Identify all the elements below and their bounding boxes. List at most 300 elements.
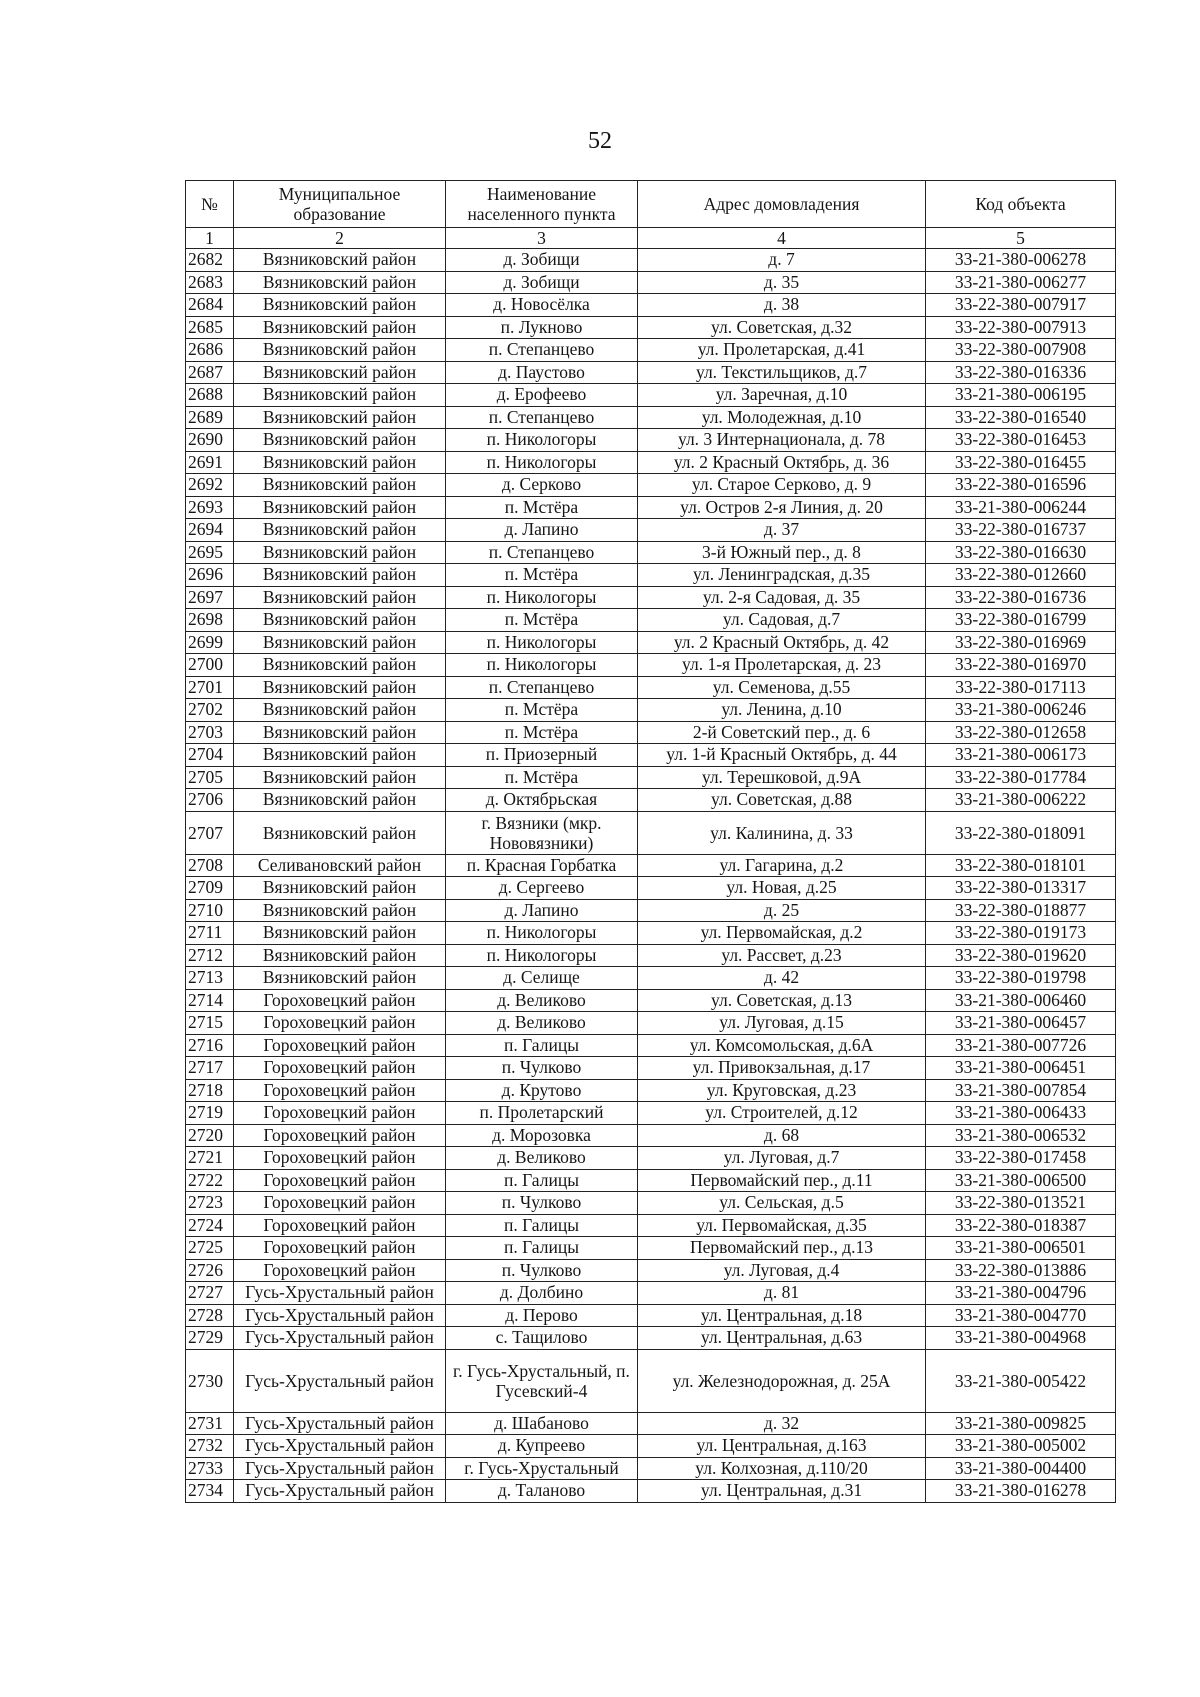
object-code-cell: 33-22-380-016453	[926, 429, 1116, 452]
object-code-cell: 33-22-380-013521	[926, 1192, 1116, 1215]
table-row	[186, 1304, 1116, 1327]
settlement-cell: п. Степанцево	[446, 541, 638, 564]
row-number-cell: 2715	[186, 1012, 234, 1035]
municipality-cell: Вязниковский район	[234, 564, 446, 587]
object-code-cell: 33-21-380-006173	[926, 744, 1116, 767]
object-code-cell: 33-21-380-006277	[926, 271, 1116, 294]
table-row	[186, 811, 1116, 854]
object-code-cell: 33-21-380-004796	[926, 1282, 1116, 1305]
settlement-cell: п. Никологоры	[446, 451, 638, 474]
row-number-cell: 2719	[186, 1102, 234, 1125]
table-row	[186, 967, 1116, 990]
address-cell: ул. 2-я Садовая, д. 35	[638, 586, 926, 609]
address-cell: ул. Сельская, д.5	[638, 1192, 926, 1215]
municipality-cell: Вязниковский район	[234, 474, 446, 497]
settlement-cell: п. Степанцево	[446, 339, 638, 362]
address-cell: д. 81	[638, 1282, 926, 1305]
row-number-cell: 2733	[186, 1457, 234, 1480]
object-code-cell: 33-22-380-016970	[926, 654, 1116, 677]
settlement-cell: д. Сергеево	[446, 877, 638, 900]
municipality-cell: Гороховецкий район	[234, 1169, 446, 1192]
municipality-cell: Вязниковский район	[234, 361, 446, 384]
settlement-cell: д. Новосёлка	[446, 294, 638, 317]
address-cell: ул. Колхозная, д.110/20	[638, 1457, 926, 1480]
object-code-cell: 33-22-380-016799	[926, 609, 1116, 632]
row-number-cell: 2709	[186, 877, 234, 900]
settlement-cell: п. Мстёра	[446, 766, 638, 789]
table-row	[186, 586, 1116, 609]
object-code-cell: 33-22-380-016336	[926, 361, 1116, 384]
object-code-cell: 33-21-380-006222	[926, 789, 1116, 812]
municipality-cell: Вязниковский район	[234, 654, 446, 677]
settlement-cell: г. Гусь-Хрустальный, п. Гусевский-4	[446, 1349, 638, 1412]
object-code-cell: 33-22-380-017113	[926, 676, 1116, 699]
settlement-cell: п. Мстёра	[446, 564, 638, 587]
municipality-cell: Гусь-Хрустальный район	[234, 1304, 446, 1327]
address-cell: ул. Строителей, д.12	[638, 1102, 926, 1125]
object-code-cell: 33-21-380-006460	[926, 989, 1116, 1012]
settlement-cell: д. Паустово	[446, 361, 638, 384]
household-registry-table	[185, 180, 1116, 1503]
header-number: №	[186, 181, 234, 228]
municipality-cell: Вязниковский район	[234, 899, 446, 922]
object-code-cell: 33-21-380-004968	[926, 1327, 1116, 1350]
table-row	[186, 406, 1116, 429]
table-row	[186, 1012, 1116, 1035]
row-number-cell: 2731	[186, 1412, 234, 1435]
object-code-cell: 33-21-380-007726	[926, 1034, 1116, 1057]
settlement-cell: д. Шабаново	[446, 1412, 638, 1435]
table-row	[186, 519, 1116, 542]
object-code-cell: 33-21-380-016278	[926, 1480, 1116, 1503]
address-cell: д. 42	[638, 967, 926, 990]
address-cell: ул. Луговая, д.7	[638, 1147, 926, 1170]
table-row	[186, 496, 1116, 519]
column-index: 5	[926, 228, 1116, 249]
municipality-cell: Вязниковский район	[234, 631, 446, 654]
settlement-cell: д. Великово	[446, 989, 638, 1012]
municipality-cell: Вязниковский район	[234, 451, 446, 474]
row-number-cell: 2702	[186, 699, 234, 722]
table-row	[186, 541, 1116, 564]
municipality-cell: Гороховецкий район	[234, 1057, 446, 1080]
object-code-cell: 33-21-380-005422	[926, 1349, 1116, 1412]
table-row	[186, 384, 1116, 407]
row-number-cell: 2708	[186, 854, 234, 877]
table-row	[186, 361, 1116, 384]
settlement-cell: п. Галицы	[446, 1034, 638, 1057]
object-code-cell: 33-22-380-016455	[926, 451, 1116, 474]
municipality-cell: Вязниковский район	[234, 384, 446, 407]
row-number-cell: 2712	[186, 944, 234, 967]
column-index: 1	[186, 228, 234, 249]
table-row	[186, 944, 1116, 967]
header-municipality: Муниципальное образование	[234, 181, 446, 228]
address-cell: ул. Луговая, д.15	[638, 1012, 926, 1035]
settlement-cell: д. Купреево	[446, 1435, 638, 1458]
settlement-cell: д. Октябрьская	[446, 789, 638, 812]
municipality-cell: Вязниковский район	[234, 496, 446, 519]
address-cell: ул. Привокзальная, д.17	[638, 1057, 926, 1080]
municipality-cell: Вязниковский район	[234, 429, 446, 452]
table-body	[186, 249, 1116, 1503]
settlement-cell: п. Мстёра	[446, 699, 638, 722]
header-row	[186, 181, 1116, 228]
row-number-cell: 2725	[186, 1237, 234, 1260]
municipality-cell: Вязниковский район	[234, 609, 446, 632]
settlement-cell: п. Никологоры	[446, 586, 638, 609]
table-row	[186, 899, 1116, 922]
address-cell: ул. 1-я Пролетарская, д. 23	[638, 654, 926, 677]
row-number-cell: 2716	[186, 1034, 234, 1057]
row-number-cell: 2729	[186, 1327, 234, 1350]
municipality-cell: Гусь-Хрустальный район	[234, 1327, 446, 1350]
table-row	[186, 854, 1116, 877]
address-cell: ул. Семенова, д.55	[638, 676, 926, 699]
row-number-cell: 2694	[186, 519, 234, 542]
object-code-cell: 33-21-380-006278	[926, 249, 1116, 272]
table-row	[186, 721, 1116, 744]
object-code-cell: 33-22-380-016596	[926, 474, 1116, 497]
row-number-cell: 2691	[186, 451, 234, 474]
object-code-cell: 33-22-380-019620	[926, 944, 1116, 967]
settlement-cell: г. Вязники (мкр. Нововязники)	[446, 811, 638, 854]
address-cell: д. 7	[638, 249, 926, 272]
address-cell: Первомайский пер., д.13	[638, 1237, 926, 1260]
address-cell: ул. Комсомольская, д.6А	[638, 1034, 926, 1057]
row-number-cell: 2714	[186, 989, 234, 1012]
table-row	[186, 339, 1116, 362]
settlement-cell: д. Великово	[446, 1012, 638, 1035]
settlement-cell: п. Мстёра	[446, 496, 638, 519]
address-cell: ул. Гагарина, д.2	[638, 854, 926, 877]
row-number-cell: 2730	[186, 1349, 234, 1412]
table-row	[186, 1147, 1116, 1170]
municipality-cell: Гороховецкий район	[234, 1079, 446, 1102]
table-row	[186, 316, 1116, 339]
column-index-row	[186, 228, 1116, 249]
object-code-cell: 33-21-380-009825	[926, 1412, 1116, 1435]
municipality-cell: Гороховецкий район	[234, 1259, 446, 1282]
object-code-cell: 33-22-380-007908	[926, 339, 1116, 362]
object-code-cell: 33-21-380-006244	[926, 496, 1116, 519]
settlement-cell: п. Лукново	[446, 316, 638, 339]
settlement-cell: д. Крутово	[446, 1079, 638, 1102]
table-row	[186, 744, 1116, 767]
settlement-cell: п. Степанцево	[446, 406, 638, 429]
row-number-cell: 2687	[186, 361, 234, 384]
row-number-cell: 2724	[186, 1214, 234, 1237]
table-row	[186, 451, 1116, 474]
object-code-cell: 33-22-380-007917	[926, 294, 1116, 317]
settlement-cell: п. Никологоры	[446, 922, 638, 945]
object-code-cell: 33-21-380-006500	[926, 1169, 1116, 1192]
table-row	[186, 676, 1116, 699]
table-row	[186, 1124, 1116, 1147]
settlement-cell: д. Зобищи	[446, 249, 638, 272]
municipality-cell: Вязниковский район	[234, 406, 446, 429]
settlement-cell: г. Гусь-Хрустальный	[446, 1457, 638, 1480]
address-cell: ул. 1-й Красный Октябрь, д. 44	[638, 744, 926, 767]
address-cell: ул. Текстильщиков, д.7	[638, 361, 926, 384]
object-code-cell: 33-22-380-016630	[926, 541, 1116, 564]
row-number-cell: 2720	[186, 1124, 234, 1147]
object-code-cell: 33-21-380-006501	[926, 1237, 1116, 1260]
table-row	[186, 631, 1116, 654]
settlement-cell: д. Серково	[446, 474, 638, 497]
address-cell: ул. Калинина, д. 33	[638, 811, 926, 854]
object-code-cell: 33-22-380-017458	[926, 1147, 1116, 1170]
municipality-cell: Вязниковский район	[234, 519, 446, 542]
settlement-cell: п. Никологоры	[446, 654, 638, 677]
settlement-cell: д. Морозовка	[446, 1124, 638, 1147]
row-number-cell: 2693	[186, 496, 234, 519]
settlement-cell: п. Мстёра	[446, 721, 638, 744]
address-cell: ул. Рассвет, д.23	[638, 944, 926, 967]
settlement-cell: п. Галицы	[446, 1214, 638, 1237]
settlement-cell: п. Никологоры	[446, 944, 638, 967]
row-number-cell: 2734	[186, 1480, 234, 1503]
header-object-code: Код объекта	[926, 181, 1116, 228]
row-number-cell: 2710	[186, 899, 234, 922]
address-cell: ул. Советская, д.88	[638, 789, 926, 812]
object-code-cell: 33-22-380-016737	[926, 519, 1116, 542]
object-code-cell: 33-21-380-006433	[926, 1102, 1116, 1125]
header-settlement: Наименование населенного пункта	[446, 181, 638, 228]
address-cell: ул. Советская, д.13	[638, 989, 926, 1012]
row-number-cell: 2698	[186, 609, 234, 632]
row-number-cell: 2701	[186, 676, 234, 699]
municipality-cell: Гороховецкий район	[234, 989, 446, 1012]
object-code-cell: 33-22-380-018101	[926, 854, 1116, 877]
address-cell: д. 38	[638, 294, 926, 317]
municipality-cell: Гусь-Хрустальный район	[234, 1480, 446, 1503]
municipality-cell: Вязниковский район	[234, 316, 446, 339]
settlement-cell: п. Пролетарский	[446, 1102, 638, 1125]
municipality-cell: Вязниковский район	[234, 766, 446, 789]
object-code-cell: 33-21-380-004770	[926, 1304, 1116, 1327]
settlement-cell: д. Лапино	[446, 519, 638, 542]
object-code-cell: 33-21-380-006195	[926, 384, 1116, 407]
table-row	[186, 1327, 1116, 1350]
address-cell: ул. Ленинградская, д.35	[638, 564, 926, 587]
settlement-cell: п. Чулково	[446, 1192, 638, 1215]
municipality-cell: Гороховецкий район	[234, 1237, 446, 1260]
municipality-cell: Вязниковский район	[234, 811, 446, 854]
address-cell: 2-й Советский пер., д. 6	[638, 721, 926, 744]
municipality-cell: Вязниковский район	[234, 744, 446, 767]
object-code-cell: 33-22-380-018877	[926, 899, 1116, 922]
table-row	[186, 1079, 1116, 1102]
address-cell: ул. 3 Интернационала, д. 78	[638, 429, 926, 452]
municipality-cell: Вязниковский район	[234, 271, 446, 294]
row-number-cell: 2713	[186, 967, 234, 990]
municipality-cell: Вязниковский район	[234, 877, 446, 900]
address-cell: ул. Железнодорожная, д. 25А	[638, 1349, 926, 1412]
table-row	[186, 1237, 1116, 1260]
table-row	[186, 474, 1116, 497]
row-number-cell: 2722	[186, 1169, 234, 1192]
settlement-cell: п. Красная Горбатка	[446, 854, 638, 877]
table-row	[186, 1192, 1116, 1215]
municipality-cell: Вязниковский район	[234, 789, 446, 812]
address-cell: ул. Пролетарская, д.41	[638, 339, 926, 362]
row-number-cell: 2718	[186, 1079, 234, 1102]
settlement-cell: п. Мстёра	[446, 609, 638, 632]
address-cell: ул. Старое Серково, д. 9	[638, 474, 926, 497]
object-code-cell: 33-22-380-016969	[926, 631, 1116, 654]
settlement-cell: д. Великово	[446, 1147, 638, 1170]
settlement-cell: д. Лапино	[446, 899, 638, 922]
row-number-cell: 2703	[186, 721, 234, 744]
row-number-cell: 2697	[186, 586, 234, 609]
address-cell: ул. Первомайская, д.2	[638, 922, 926, 945]
row-number-cell: 2683	[186, 271, 234, 294]
row-number-cell: 2696	[186, 564, 234, 587]
row-number-cell: 2690	[186, 429, 234, 452]
address-cell: ул. Молодежная, д.10	[638, 406, 926, 429]
address-cell: д. 35	[638, 271, 926, 294]
object-code-cell: 33-22-380-013886	[926, 1259, 1116, 1282]
table-row	[186, 609, 1116, 632]
row-number-cell: 2732	[186, 1435, 234, 1458]
municipality-cell: Гороховецкий район	[234, 1102, 446, 1125]
address-cell: ул. Первомайская, д.35	[638, 1214, 926, 1237]
address-cell: ул. Луговая, д.4	[638, 1259, 926, 1282]
municipality-cell: Селивановский район	[234, 854, 446, 877]
object-code-cell: 33-22-380-019173	[926, 922, 1116, 945]
column-index: 4	[638, 228, 926, 249]
table-row	[186, 1259, 1116, 1282]
table-row	[186, 1480, 1116, 1503]
object-code-cell: 33-21-380-006246	[926, 699, 1116, 722]
object-code-cell: 33-22-380-017784	[926, 766, 1116, 789]
settlement-cell: п. Чулково	[446, 1259, 638, 1282]
address-cell: ул. Заречная, д.10	[638, 384, 926, 407]
table-row	[186, 1214, 1116, 1237]
address-cell: ул. Центральная, д.163	[638, 1435, 926, 1458]
table-row	[186, 249, 1116, 272]
address-cell: ул. Центральная, д.63	[638, 1327, 926, 1350]
row-number-cell: 2711	[186, 922, 234, 945]
municipality-cell: Вязниковский район	[234, 249, 446, 272]
table-row	[186, 1102, 1116, 1125]
object-code-cell: 33-21-380-005002	[926, 1435, 1116, 1458]
row-number-cell: 2726	[186, 1259, 234, 1282]
municipality-cell: Гусь-Хрустальный район	[234, 1457, 446, 1480]
row-number-cell: 2707	[186, 811, 234, 854]
municipality-cell: Вязниковский район	[234, 721, 446, 744]
municipality-cell: Вязниковский район	[234, 967, 446, 990]
table-row	[186, 1169, 1116, 1192]
municipality-cell: Гусь-Хрустальный район	[234, 1435, 446, 1458]
table-row	[186, 877, 1116, 900]
row-number-cell: 2717	[186, 1057, 234, 1080]
address-cell: ул. Круговская, д.23	[638, 1079, 926, 1102]
table-row	[186, 294, 1116, 317]
object-code-cell: 33-22-380-018387	[926, 1214, 1116, 1237]
address-cell: д. 32	[638, 1412, 926, 1435]
row-number-cell: 2684	[186, 294, 234, 317]
address-cell: ул. Садовая, д.7	[638, 609, 926, 632]
object-code-cell: 33-21-380-006532	[926, 1124, 1116, 1147]
object-code-cell: 33-22-380-016736	[926, 586, 1116, 609]
row-number-cell: 2704	[186, 744, 234, 767]
row-number-cell: 2695	[186, 541, 234, 564]
settlement-cell: д. Перово	[446, 1304, 638, 1327]
table-row	[186, 1457, 1116, 1480]
address-cell: ул. Ленина, д.10	[638, 699, 926, 722]
row-number-cell: 2706	[186, 789, 234, 812]
municipality-cell: Гороховецкий район	[234, 1034, 446, 1057]
settlement-cell: д. Таланово	[446, 1480, 638, 1503]
row-number-cell: 2685	[186, 316, 234, 339]
object-code-cell: 33-22-380-019798	[926, 967, 1116, 990]
municipality-cell: Гороховецкий район	[234, 1012, 446, 1035]
address-cell: ул. Центральная, д.18	[638, 1304, 926, 1327]
table-row	[186, 699, 1116, 722]
object-code-cell: 33-22-380-016540	[926, 406, 1116, 429]
address-cell: ул. Новая, д.25	[638, 877, 926, 900]
table-row	[186, 989, 1116, 1012]
row-number-cell: 2692	[186, 474, 234, 497]
address-cell: ул. Советская, д.32	[638, 316, 926, 339]
address-cell: Первомайский пер., д.11	[638, 1169, 926, 1192]
municipality-cell: Вязниковский район	[234, 676, 446, 699]
address-cell: 3-й Южный пер., д. 8	[638, 541, 926, 564]
address-cell: д. 25	[638, 899, 926, 922]
table-row	[186, 922, 1116, 945]
address-cell: ул. 2 Красный Октябрь, д. 36	[638, 451, 926, 474]
settlement-cell: п. Никологоры	[446, 631, 638, 654]
address-cell: ул. 2 Красный Октябрь, д. 42	[638, 631, 926, 654]
municipality-cell: Гусь-Хрустальный район	[234, 1282, 446, 1305]
settlement-cell: с. Тащилово	[446, 1327, 638, 1350]
row-number-cell: 2682	[186, 249, 234, 272]
municipality-cell: Вязниковский район	[234, 586, 446, 609]
row-number-cell: 2686	[186, 339, 234, 362]
municipality-cell: Вязниковский район	[234, 294, 446, 317]
table-row	[186, 1057, 1116, 1080]
object-code-cell: 33-21-380-006451	[926, 1057, 1116, 1080]
municipality-cell: Гороховецкий район	[234, 1147, 446, 1170]
address-cell: ул. Центральная, д.31	[638, 1480, 926, 1503]
table-row	[186, 1412, 1116, 1435]
object-code-cell: 33-22-380-007913	[926, 316, 1116, 339]
settlement-cell: п. Степанцево	[446, 676, 638, 699]
municipality-cell: Вязниковский район	[234, 699, 446, 722]
object-code-cell: 33-22-380-012658	[926, 721, 1116, 744]
municipality-cell: Гусь-Хрустальный район	[234, 1412, 446, 1435]
municipality-cell: Вязниковский район	[234, 541, 446, 564]
row-number-cell: 2688	[186, 384, 234, 407]
municipality-cell: Вязниковский район	[234, 922, 446, 945]
address-cell: д. 37	[638, 519, 926, 542]
row-number-cell: 2689	[186, 406, 234, 429]
settlement-cell: д. Селище	[446, 967, 638, 990]
row-number-cell: 2728	[186, 1304, 234, 1327]
row-number-cell: 2723	[186, 1192, 234, 1215]
municipality-cell: Вязниковский район	[234, 339, 446, 362]
address-cell: ул. Терешковой, д.9А	[638, 766, 926, 789]
table-row	[186, 789, 1116, 812]
row-number-cell: 2700	[186, 654, 234, 677]
table-row	[186, 766, 1116, 789]
settlement-cell: п. Галицы	[446, 1169, 638, 1192]
settlement-cell: д. Зобищи	[446, 271, 638, 294]
municipality-cell: Гороховецкий район	[234, 1124, 446, 1147]
object-code-cell: 33-21-380-004400	[926, 1457, 1116, 1480]
